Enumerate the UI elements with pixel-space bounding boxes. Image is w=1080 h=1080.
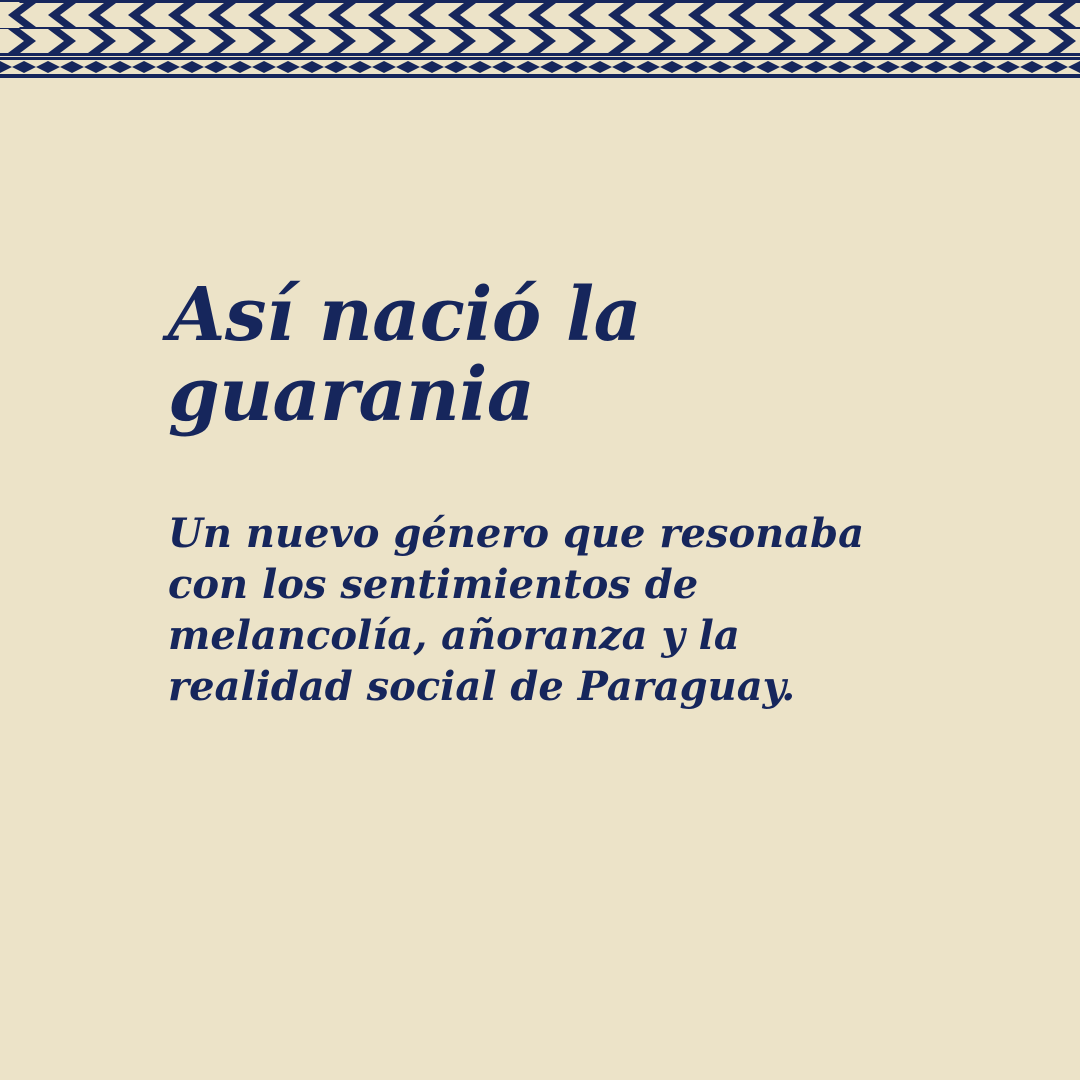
- border-rule-lower: [0, 74, 1080, 78]
- page-title: Así nació la guarania: [168, 272, 642, 438]
- top-decorative-border: [0, 0, 1080, 78]
- x-chain-strip-icon: [0, 60, 1080, 74]
- braid-row-lower-icon: [0, 28, 1080, 54]
- subtitle-text: Un nuevo género que resonaba con los sentimientos de melancolía, añoranza y la realidad social de Paraguay.: [168, 509, 865, 711]
- braid-row-upper-icon: [0, 2, 1080, 28]
- text-block: [168, 272, 928, 713]
- braid-band: [0, 0, 1080, 56]
